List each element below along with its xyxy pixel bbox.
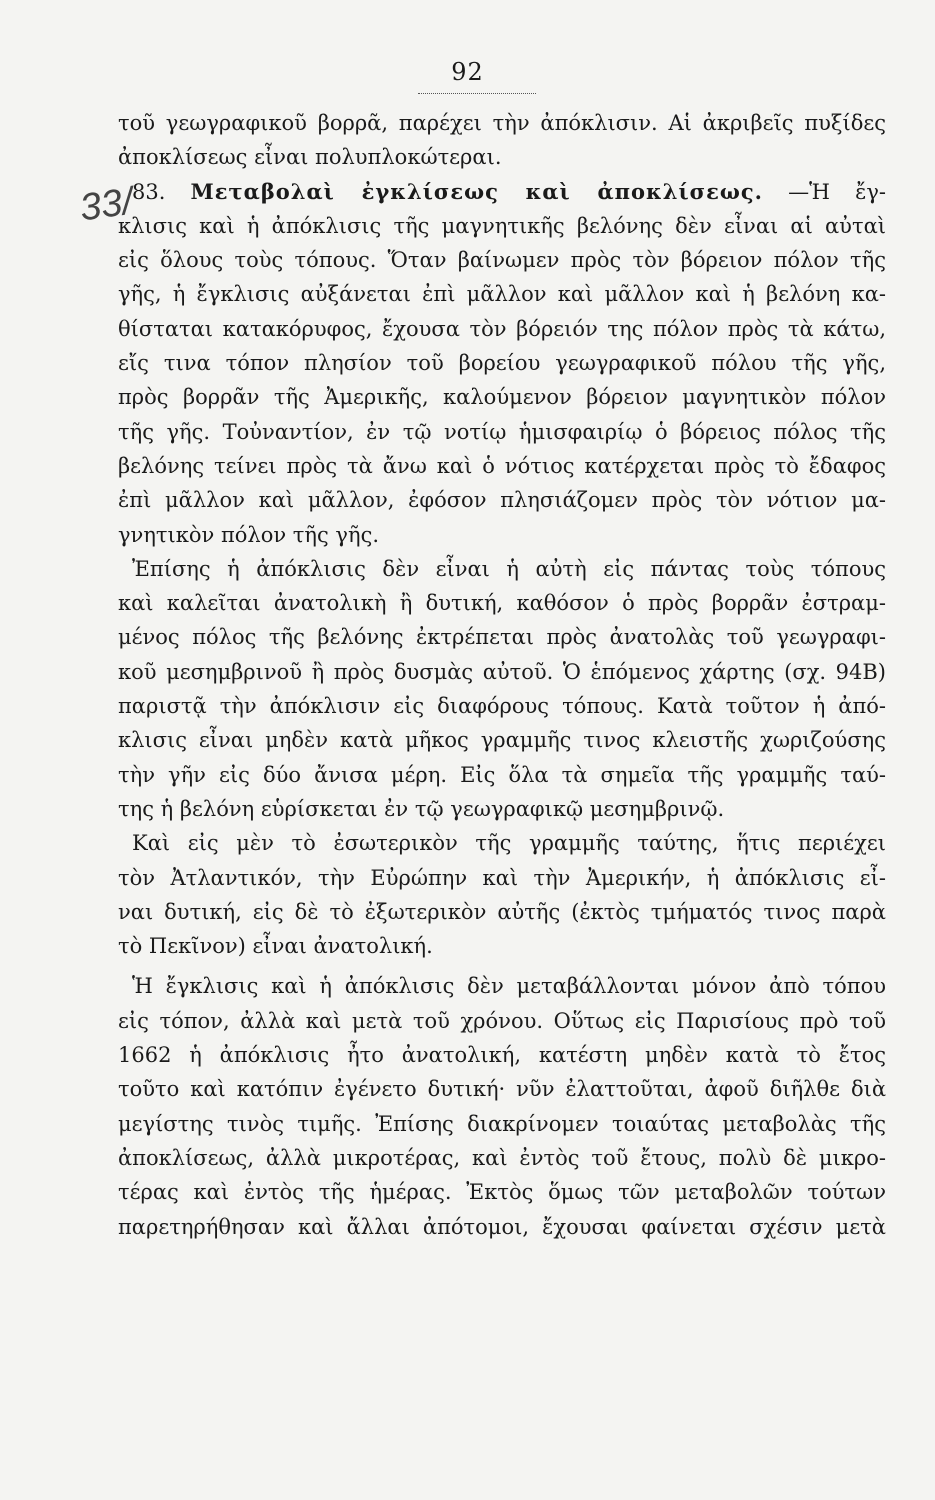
handwritten-margin-note: 33/: [77, 180, 136, 230]
line-text: —Ἡ ἔγ-: [762, 179, 886, 204]
text-line: τοῦ γεωγραφικοῦ βορρᾶ, παρέχει τὴν ἀπόκλισιν. Αἱ ἀκριβεῖς πυξίδες: [118, 111, 886, 135]
text-line: καὶ καλεῖται ἀνατολικὴ ἢ δυτική, καθόσον ὁ πρὸς βορρᾶν ἐστραμ-: [118, 591, 886, 616]
text-line: γνητικὸν πόλον τῆς γῆς.: [118, 522, 380, 547]
text-line: εἰς ὅλους τοὺς τόπους. Ὅταν βαίνωμεν πρὸς τὸν βόρειον πόλον τῆς: [118, 248, 886, 273]
section-number: 83.: [132, 179, 191, 204]
text-line: μένος πόλος τῆς βελόνης ἐκτρέπεται πρὸς ἀνατολὰς τοῦ γεωγραφι-: [118, 625, 886, 650]
text-line: εἴς τινα τόπον πλησίον τοῦ βορείου γεωγραφικοῦ πόλου τῆς γῆς,: [118, 351, 886, 376]
text-line: βελόνης τείνει πρὸς τὰ ἄνω καὶ ὁ νότιος κατέρχεται πρὸς τὸ ἔδαφος: [118, 453, 886, 478]
text-line: κοῦ μεσημβρινοῦ ἢ πρὸς δυσμὰς αὐτοῦ. Ὁ ἑπόμενος χάρτης (σχ. 94Β): [118, 659, 886, 684]
text-line: Ἡ ἔγκλισις καὶ ἡ ἀπόκλισις δὲν μεταβάλλονται μόνον ἀπὸ τόπου: [132, 974, 886, 999]
text-line: της ἡ βελόνη εὑρίσκεται ἐν τῷ γεωγραφικῷ μεσημβρινῷ.: [118, 796, 725, 821]
text-line: γῆς, ἡ ἔγκλισις αὐξάνεται ἐπὶ μᾶλλον καὶ μᾶλλον καὶ ἡ βελόνη κα-: [118, 282, 886, 307]
text-line: παρετηρήθησαν καὶ ἄλλαι ἀπότομοι, ἔχουσαι φαίνεται σχέσιν μετὰ: [118, 1214, 886, 1239]
text-line: τέρας καὶ ἐντὸς τῆς ἡμέρας. Ἐκτὸς ὅμως τῶν μεταβολῶν τούτων: [118, 1180, 886, 1205]
text-line: ἐπὶ μᾶλλον καὶ μᾶλλον, ἐφόσον πλησιάζομεν πρὸς τὸν νότιον μα-: [118, 488, 886, 513]
text-line: ναι δυτική, εἰς δὲ τὸ ἐξωτερικὸν αὐτῆς (ἐκτὸς τμήματός τινος παρὰ: [118, 899, 886, 924]
text-line: τὸν Ἀτλαντικόν, τὴν Εὐρώπην καὶ τὴν Ἀμερικήν, ἡ ἀπόκλισις εἶ-: [118, 865, 886, 890]
text-line: [118, 175, 886, 209]
text-line: κλισις καὶ ἡ ἀπόκλισις τῆς μαγνητικῆς βελόνης δὲν εἶναι αἱ αὐταὶ: [118, 213, 886, 238]
text-line: Καὶ εἰς μὲν τὸ ἐσωτερικὸν τῆς γραμμῆς ταύτης, ἥτις περιέχει: [132, 831, 886, 856]
text-line: 1662 ἡ ἀπόκλισις ἦτο ἀνατολική, κατέστη μηδὲν κατὰ τὸ ἔτος: [118, 1043, 886, 1068]
text-line: τὴν γῆν εἰς δύο ἄνισα μέρη. Εἰς ὅλα τὰ σημεῖα τῆς γραμμῆς ταύ-: [118, 762, 886, 787]
text-line: ἀποκλίσεως, ἀλλὰ μικροτέρας, καὶ ἐντὸς τοῦ ἔτους, πολὺ δὲ μικρο-: [118, 1145, 886, 1170]
text-line: ἀποκλίσεως εἶναι πολυπλοκώτεραι.: [118, 145, 502, 170]
body-text: [118, 106, 886, 1244]
section-heading: Μεταβολαὶ ἐγκλίσεως καὶ ἀποκλίσεως.: [190, 178, 763, 204]
text-line: παριστᾷ τὴν ἀπόκλισιν εἰς διαφόρους τόπους. Κατὰ τοῦτον ἡ ἀπό-: [118, 694, 886, 719]
text-line: θίσταται κατακόρυφος, ἔχουσα τὸν βόρειόν της πόλον πρὸς τὰ κάτω,: [118, 316, 886, 341]
text-line: εἰς τόπον, ἀλλὰ καὶ μετὰ τοῦ χρόνου. Οὕτως εἰς Παρισίους πρὸ τοῦ: [118, 1008, 886, 1033]
text-line: πρὸς βορρᾶν τῆς Ἀμερικῆς, καλούμενον βόρειον μαγνητικὸν πόλον: [118, 385, 886, 410]
text-line: Ἐπίσης ἡ ἀπόκλισις δὲν εἶναι ἡ αὐτὴ εἰς πάντας τοὺς τόπους: [132, 556, 886, 581]
text-line: μεγίστης τινὸς τιμῆς. Ἐπίσης διακρίνομεν τοιαύτας μεταβολὰς τῆς: [118, 1111, 886, 1136]
text-line: τοῦτο καὶ κατόπιν ἐγένετο δυτική· νῦν ἐλαττοῦται, ἀφοῦ διῆλθε διὰ: [118, 1077, 886, 1102]
text-line: τῆς γῆς. Τοὐναντίον, ἐν τῷ νοτίῳ ἡμισφαιρίῳ ὁ βόρειος πόλος τῆς: [118, 419, 886, 444]
header-rule: [418, 93, 536, 94]
text-line: τὸ Πεκῖνον) εἶναι ἀνατολική.: [118, 934, 433, 959]
text-line: κλισις εἶναι μηδὲν κατὰ μῆκος γραμμῆς τινος κλειστῆς χωριζούσης: [118, 728, 886, 753]
page-number: 92: [451, 58, 484, 86]
